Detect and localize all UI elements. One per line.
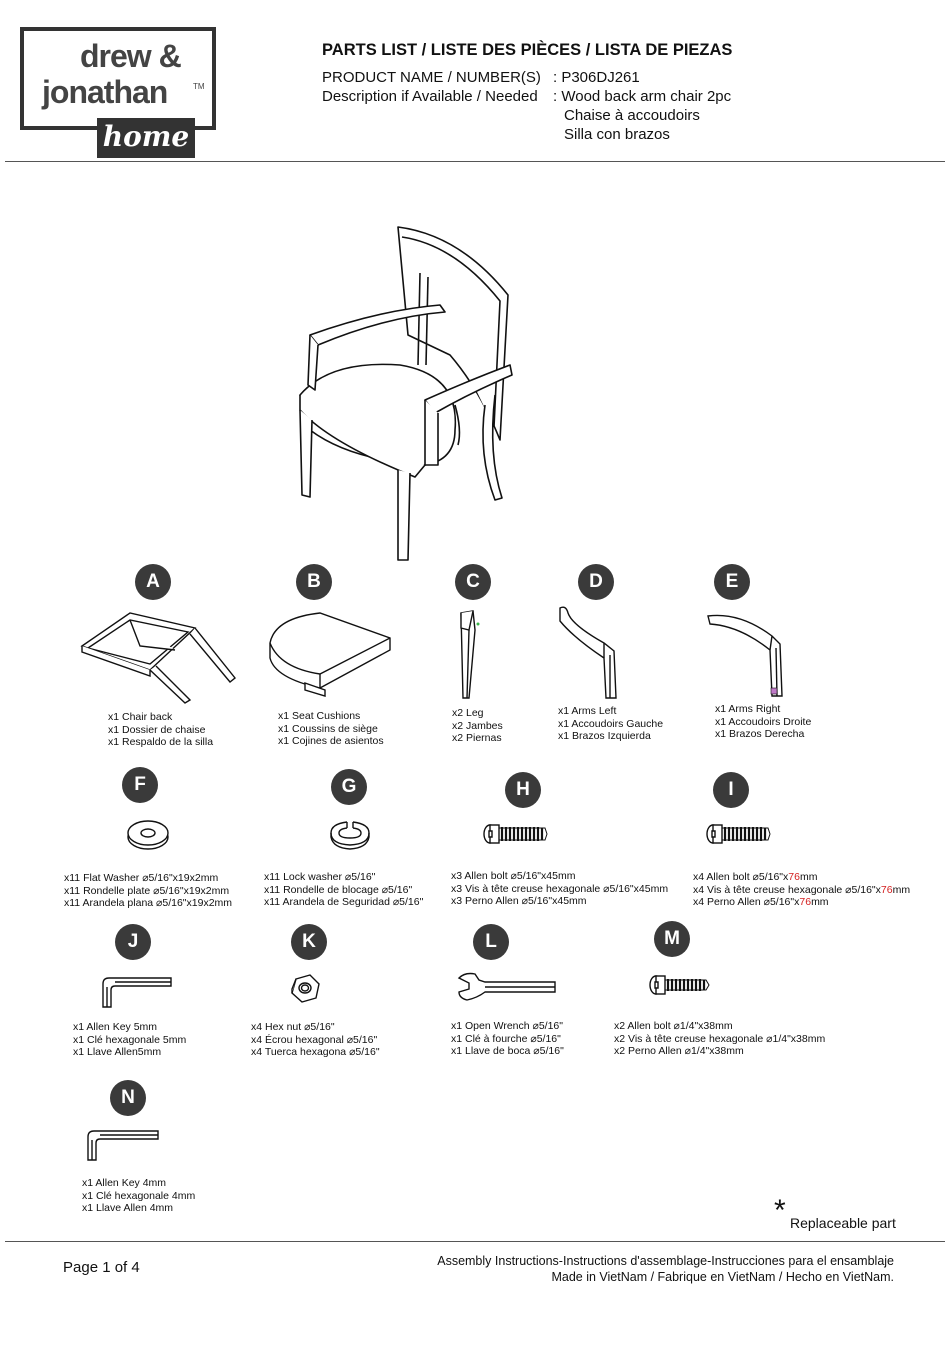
- part-n-line: x1 Clé hexagonale 4mm: [82, 1189, 196, 1202]
- part-d-badge: D: [578, 564, 614, 600]
- part-j-line: x1 Allen Key 5mm: [73, 1021, 158, 1033]
- chair-back-part-icon: [80, 608, 240, 708]
- part-m-description: [614, 1020, 825, 1058]
- part-n-description: [82, 1177, 195, 1215]
- part-f-description: [64, 872, 232, 910]
- part-m-line: x2 Perno Allen ⌀1/4"x38mm: [614, 1045, 744, 1057]
- part-n-line: x1 Allen Key 4mm: [82, 1177, 167, 1189]
- replaceable-note: Replaceable part: [790, 1215, 896, 1231]
- part-j-description: [73, 1021, 186, 1059]
- part-i-line: [693, 896, 910, 909]
- part-i-length-highlight: 76: [788, 871, 800, 883]
- part-b-description: [278, 710, 384, 748]
- arm-left-part-icon: [552, 603, 627, 703]
- part-i-text: x4 Allen bolt ⌀5/16"x: [693, 871, 789, 883]
- page-number: Page 1 of 4: [63, 1259, 140, 1276]
- product-label: PRODUCT NAME / NUMBER(S): [322, 69, 541, 86]
- lock-washer-part-icon: [327, 818, 373, 852]
- part-a-line: x1 Respaldo de la silla: [108, 736, 214, 748]
- part-h-line: x3 Allen bolt ⌀5/16"x45mm: [451, 870, 576, 882]
- part-f-line: x11 Flat Washer ⌀5/16"x19x2mm: [64, 872, 219, 884]
- part-k-description: [251, 1021, 380, 1059]
- part-k-badge: K: [291, 924, 327, 960]
- part-k-line: x4 Écrou hexagonal ⌀5/16": [251, 1033, 378, 1046]
- part-i-description: [693, 871, 910, 909]
- arm-right-part-icon: [700, 608, 795, 703]
- part-l-badge: L: [473, 924, 509, 960]
- leg-part-icon: [455, 608, 485, 703]
- assembled-chair-illustration: [290, 215, 530, 575]
- part-m-line: x2 Allen bolt ⌀1/4"x38mm: [614, 1020, 733, 1032]
- part-e-badge: E: [714, 564, 750, 600]
- part-h-line: x3 Perno Allen ⌀5/16"x45mm: [451, 895, 587, 907]
- part-h-line: x3 Vis à tête creuse hexagonale ⌀5/16"x45mm: [451, 882, 669, 895]
- part-c-line: x2 Jambes: [452, 719, 503, 732]
- logo-text-line2: jonathan: [42, 74, 168, 110]
- part-g-line: x11 Rondelle de blocage ⌀5/16": [264, 883, 413, 896]
- part-e-line: x1 Arms Right: [715, 703, 781, 715]
- description-value: : Wood back arm chair 2pc: [553, 88, 732, 105]
- part-k-line: x4 Tuerca hexagona ⌀5/16": [251, 1046, 380, 1058]
- part-e-line: x1 Accoudoirs Droite: [715, 715, 812, 728]
- allen-bolt-38mm-part-icon: [648, 973, 714, 997]
- seat-cushion-part-icon: [265, 608, 395, 698]
- part-h-description: [451, 870, 668, 908]
- part-n-line: x1 Llave Allen 4mm: [82, 1202, 174, 1214]
- description-es: Silla con brazos: [564, 126, 670, 143]
- footer-origin-line: Made in VietNam / Fabrique en VietNam / Hecho en VietNam.: [551, 1270, 894, 1284]
- logo-trademark: TM: [193, 82, 205, 91]
- part-g-line: x11 Arandela de Seguridad ⌀5/16": [264, 896, 424, 908]
- open-wrench-part-icon: [455, 970, 560, 1006]
- part-l-description: [451, 1020, 564, 1058]
- page-title: PARTS LIST / LISTE DES PIÈCES / LISTA DE PIEZAS: [322, 41, 733, 59]
- part-k-line: x4 Hex nut ⌀5/16": [251, 1021, 335, 1033]
- part-m-badge: M: [654, 921, 690, 957]
- part-c-description: [452, 707, 503, 745]
- part-i-length-highlight: 76: [799, 896, 812, 908]
- part-c-line: x2 Leg: [452, 707, 484, 719]
- part-n-badge: N: [110, 1080, 146, 1116]
- part-i-length-highlight: 76: [880, 883, 893, 896]
- part-a-description: [108, 711, 213, 749]
- part-f-line: x11 Arandela plana ⌀5/16"x19x2mm: [64, 897, 233, 909]
- part-e-description: [715, 703, 811, 741]
- part-g-description: [264, 871, 423, 909]
- part-i-text: x4 Vis à tête creuse hexagonale ⌀5/16"x: [693, 883, 881, 896]
- replaceable-asterisk: *: [774, 1194, 786, 1227]
- part-l-line: x1 Open Wrench ⌀5/16": [451, 1020, 563, 1032]
- part-d-line: x1 Brazos Izquierda: [558, 730, 651, 742]
- part-c-line: x2 Piernas: [452, 732, 502, 744]
- part-l-line: x1 Clé à fourche ⌀5/16": [451, 1032, 561, 1045]
- part-i-unit: mm: [799, 871, 818, 883]
- header-divider: [5, 161, 945, 162]
- part-i-unit: mm: [892, 883, 911, 896]
- part-g-line: x11 Lock washer ⌀5/16": [264, 871, 376, 883]
- part-m-line: x2 Vis à tête creuse hexagonale ⌀1/4"x38mm: [614, 1032, 826, 1045]
- allen-key-5mm-part-icon: [97, 975, 177, 1011]
- part-l-line: x1 Llave de boca ⌀5/16": [451, 1045, 564, 1057]
- logo-text-line1: drew &: [80, 38, 181, 74]
- part-b-line: x1 Cojines de asientos: [278, 735, 384, 747]
- description-fr: Chaise à accoudoirs: [564, 107, 700, 124]
- product-value: : P306DJ261: [553, 69, 640, 86]
- part-c-badge: C: [455, 564, 491, 600]
- allen-bolt-76mm-part-icon: [705, 822, 775, 846]
- allen-key-4mm-part-icon: [82, 1128, 162, 1164]
- allen-bolt-45mm-part-icon: [482, 822, 552, 846]
- part-a-line: x1 Dossier de chaise: [108, 723, 206, 736]
- part-i-unit: mm: [811, 896, 829, 908]
- part-j-line: x1 Clé hexagonale 5mm: [73, 1033, 187, 1046]
- part-i-line: [693, 871, 910, 884]
- part-f-badge: F: [122, 767, 158, 803]
- part-b-line: x1 Coussins de siège: [278, 722, 378, 735]
- part-i-text: x4 Perno Allen ⌀5/16"x: [693, 896, 800, 908]
- flat-washer-part-icon: [125, 818, 171, 852]
- part-i-line: [693, 884, 910, 897]
- logo-home-badge: home: [97, 118, 195, 158]
- part-e-line: x1 Brazos Derecha: [715, 728, 805, 740]
- part-j-badge: J: [115, 924, 151, 960]
- part-d-line: x1 Arms Left: [558, 705, 617, 717]
- footer-divider: [5, 1241, 945, 1242]
- description-label: Description if Available / Needed: [322, 88, 538, 105]
- footer-assembly-line: Assembly Instructions-Instructions d'assemblage-Instrucciones para el ensamblaje: [437, 1254, 894, 1268]
- hex-nut-part-icon: [288, 971, 322, 1005]
- part-b-line: x1 Seat Cushions: [278, 710, 361, 722]
- part-d-description: [558, 705, 663, 743]
- part-a-badge: A: [135, 564, 171, 600]
- part-j-line: x1 Llave Allen5mm: [73, 1046, 162, 1058]
- part-f-line: x11 Rondelle plate ⌀5/16"x19x2mm: [64, 884, 230, 897]
- part-a-line: x1 Chair back: [108, 711, 173, 723]
- part-b-badge: B: [296, 564, 332, 600]
- part-i-badge: I: [713, 772, 749, 808]
- part-d-line: x1 Accoudoirs Gauche: [558, 717, 664, 730]
- part-h-badge: H: [505, 772, 541, 808]
- part-g-badge: G: [331, 769, 367, 805]
